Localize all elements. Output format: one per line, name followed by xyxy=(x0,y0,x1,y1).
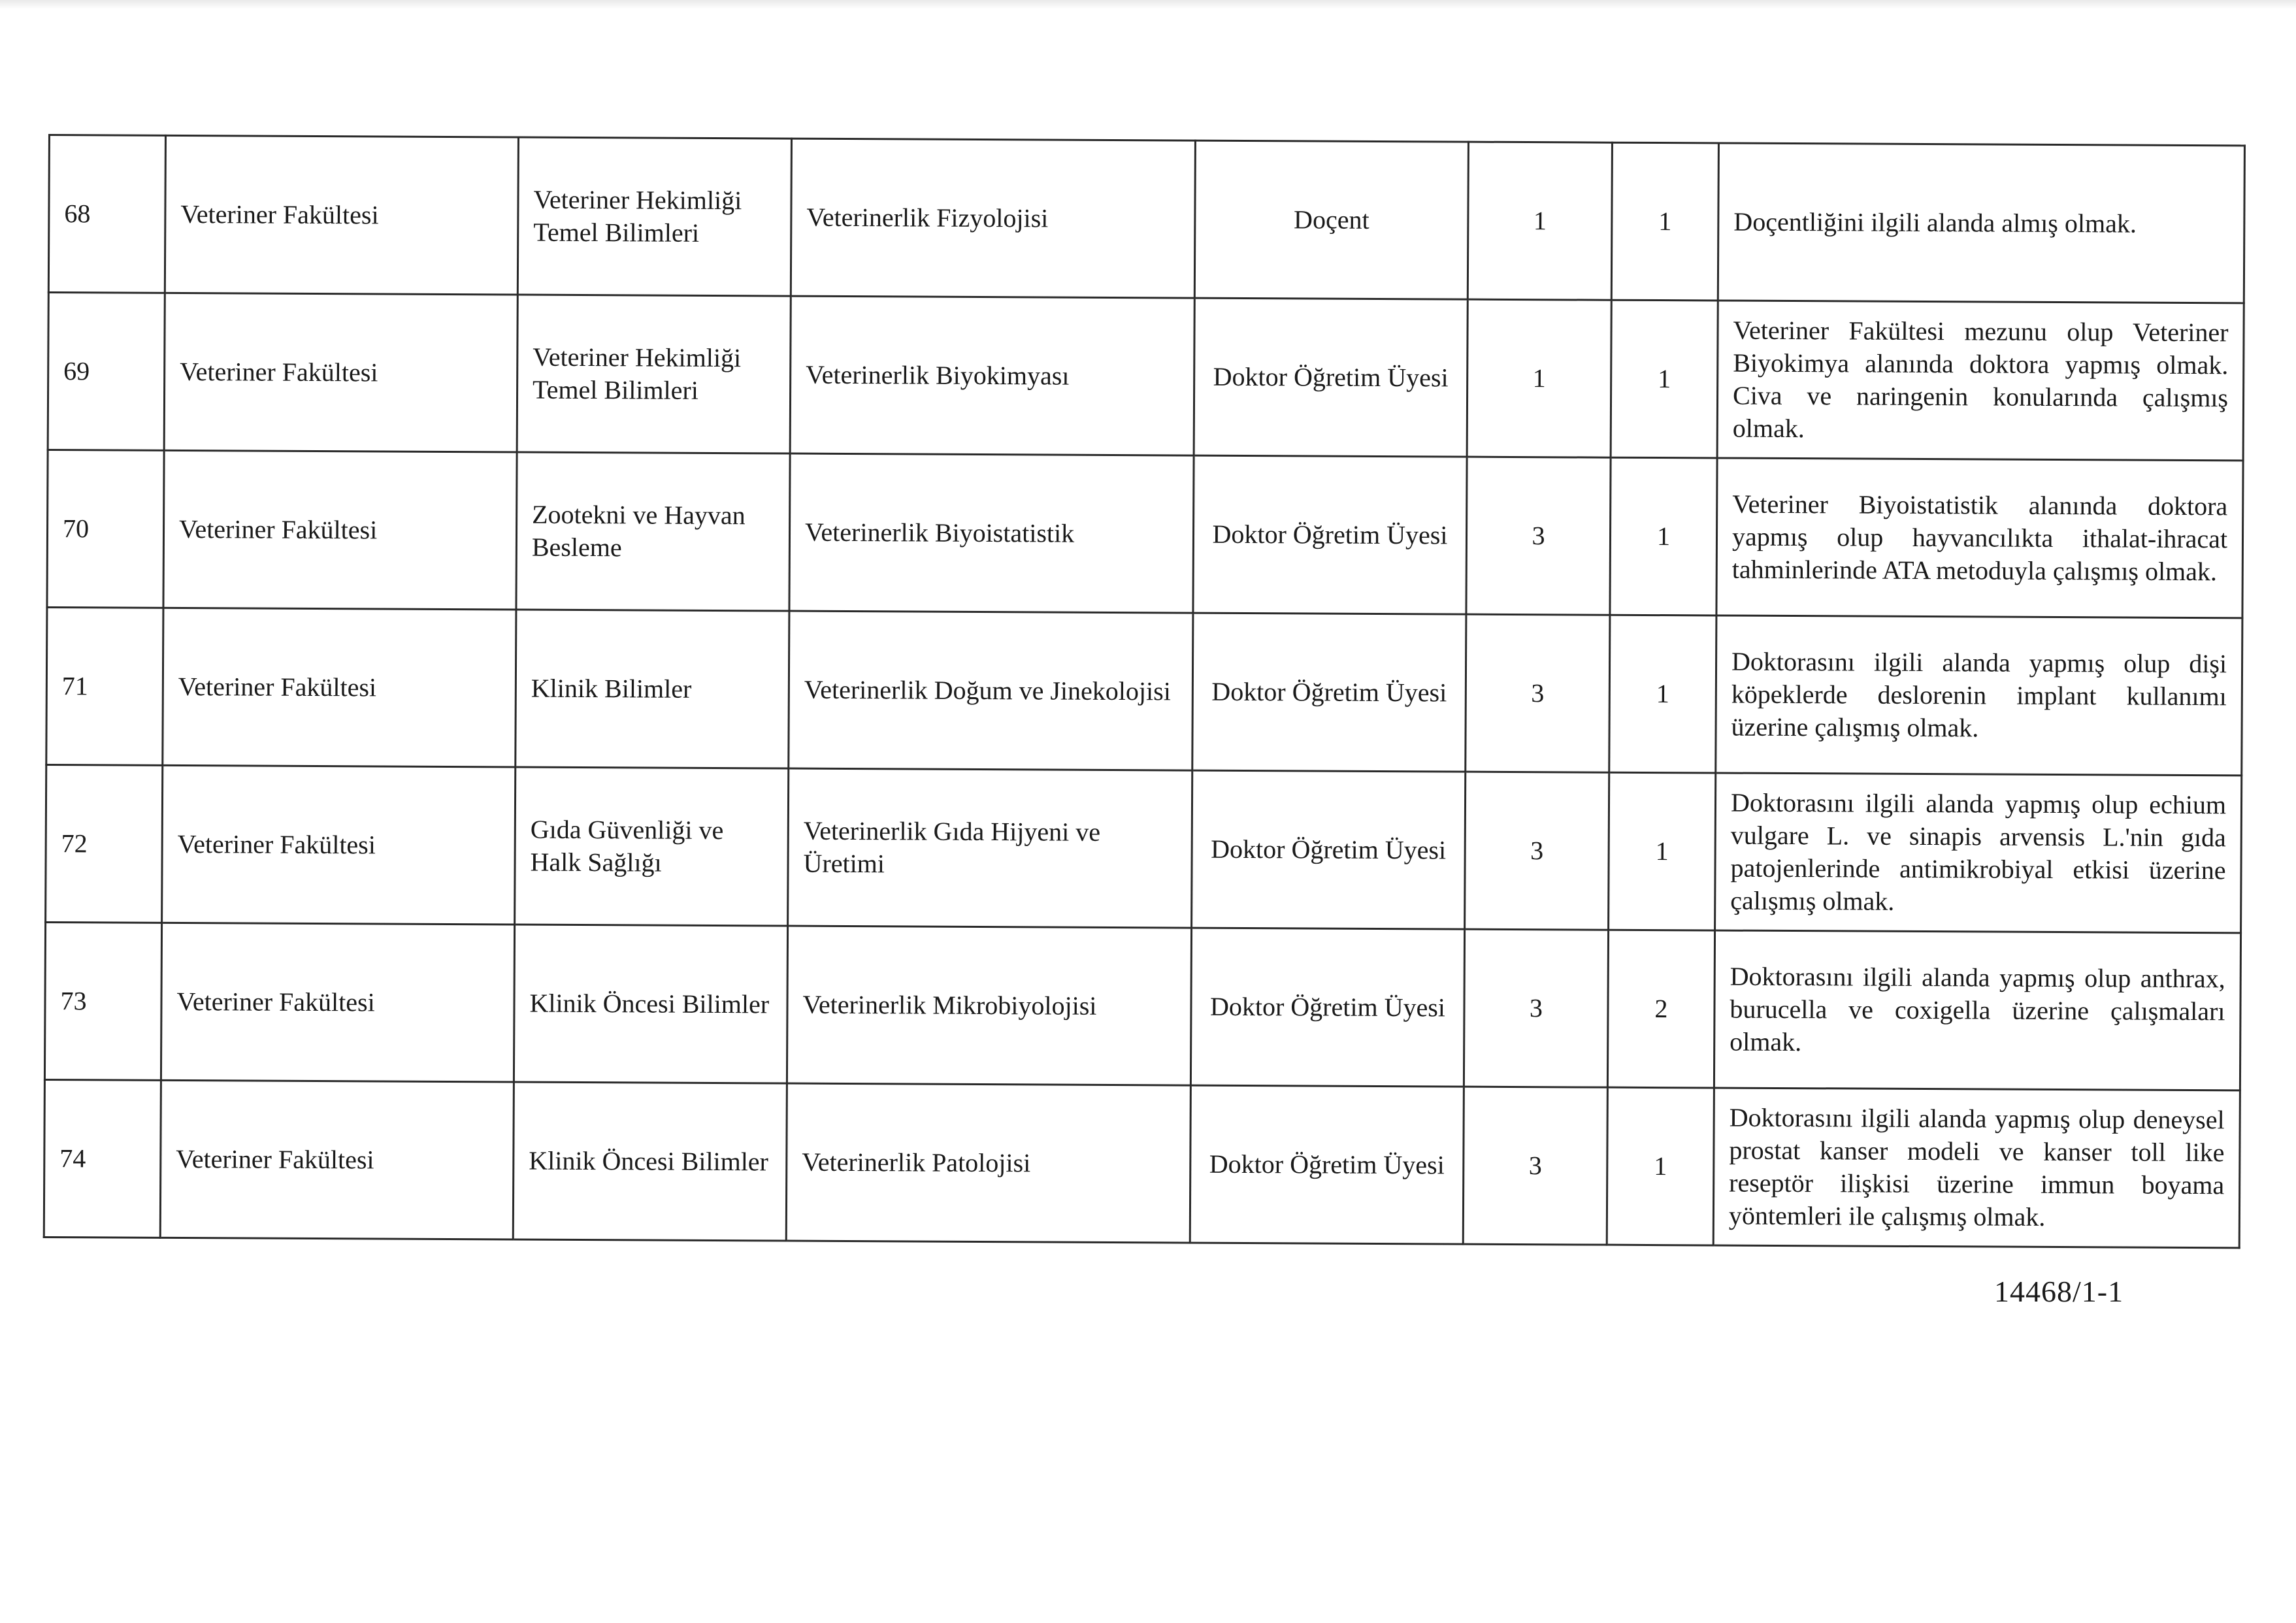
document-page xyxy=(43,134,2244,1249)
cell-row-number: 72 xyxy=(46,764,163,923)
cell-faculty: Veteriner Fakültesi xyxy=(163,450,517,610)
cell-discipline: Veterinerlik Biyoistatistik xyxy=(789,453,1194,613)
cell-faculty: Veteriner Fakültesi xyxy=(160,1080,514,1239)
cell-requirement: Doçentliğini ilgili alanda almış olmak. xyxy=(1718,143,2244,303)
cell-row-number: 69 xyxy=(48,293,165,451)
cell-discipline: Veterinerlik Biyokimyası xyxy=(790,296,1194,455)
cell-requirement: Doktorasını ilgili alanda yapmış olup anthrax, burucella ve coxigella üzerine çalışmaları olmak. xyxy=(1714,930,2240,1090)
cell-degree: 3 xyxy=(1465,772,1609,930)
cell-faculty: Veteriner Fakültesi xyxy=(162,765,516,925)
cell-row-number: 71 xyxy=(46,607,163,765)
cell-discipline: Veterinerlik Gıda Hijyeni ve Üretimi xyxy=(788,768,1192,928)
cell-degree: 3 xyxy=(1463,1087,1607,1245)
cell-department: Veteriner Hekimliği Temel Bilimleri xyxy=(517,137,791,296)
cell-department: Klinik Öncesi Bilimler xyxy=(513,1082,787,1241)
cell-academic-title: Doçent xyxy=(1194,140,1468,299)
staff-positions-table xyxy=(43,134,2246,1249)
table-row xyxy=(48,135,2244,303)
cell-degree: 1 xyxy=(1467,299,1611,457)
table-row xyxy=(48,293,2244,461)
cell-faculty: Veteriner Fakültesi xyxy=(163,608,516,767)
cell-academic-title: Doktor Öğretim Üyesi xyxy=(1192,770,1466,929)
cell-department: Klinik Öncesi Bilimler xyxy=(514,925,787,1083)
cell-requirement: Doktorasını ilgili alanda yapmış olup echium vulgare L. ve sinapis arvensis L.'nin gıda patojenlerinde antimikrobiyal etkisi üzerine çalışmış olmak. xyxy=(1715,773,2242,933)
cell-academic-title: Doktor Öğretim Üyesi xyxy=(1190,1085,1464,1244)
cell-count: 1 xyxy=(1609,615,1716,773)
cell-requirement: Veteriner Fakültesi mezunu olup Veteriner Biyokimya alanında doktora yapmış olmak. Civa ve naringenin konularında çalışmış olmak. xyxy=(1717,301,2244,461)
cell-row-number: 70 xyxy=(47,450,164,608)
cell-degree: 1 xyxy=(1468,142,1612,300)
cell-degree: 3 xyxy=(1466,614,1610,772)
cell-faculty: Veteriner Fakültesi xyxy=(164,293,517,452)
table-row xyxy=(46,764,2242,932)
cell-requirement: Doktorasını ilgili alanda yapmış olup deneysel prostat kanser modeli ve kanser toll like reseptör ilişkisi üzerine immun boyama yöntemleri ile çalışmış olmak. xyxy=(1713,1088,2240,1248)
cell-faculty: Veteriner Fakültesi xyxy=(165,135,518,295)
cell-academic-title: Doktor Öğretim Üyesi xyxy=(1194,298,1468,457)
cell-faculty: Veteriner Fakültesi xyxy=(161,923,514,1082)
table-row xyxy=(47,450,2243,618)
cell-discipline: Veterinerlik Fizyolojisi xyxy=(791,139,1195,298)
cell-discipline: Veterinerlik Mikrobiyolojisi xyxy=(787,926,1191,1085)
table-row xyxy=(44,1079,2240,1247)
document-reference-number: 14468/1-1 xyxy=(1994,1275,2124,1308)
cell-department: Klinik Bilimler xyxy=(516,610,789,768)
cell-degree: 3 xyxy=(1464,929,1608,1087)
cell-count: 1 xyxy=(1611,142,1718,301)
cell-count: 1 xyxy=(1607,1087,1714,1245)
cell-department: Gıda Güvenliği ve Halk Sağlığı xyxy=(515,767,789,926)
cell-requirement: Doktorasını ilgili alanda yapmış olup dişi köpeklerde deslorenin implant kullanımı üzerine çalışmış olmak. xyxy=(1716,615,2242,776)
table-body xyxy=(44,135,2244,1248)
cell-discipline: Veterinerlik Doğum ve Jinekolojisi xyxy=(789,611,1193,770)
table-row xyxy=(44,922,2240,1090)
table-row xyxy=(46,607,2242,775)
cell-count: 1 xyxy=(1611,300,1718,458)
cell-count: 2 xyxy=(1607,930,1714,1088)
cell-row-number: 74 xyxy=(44,1079,161,1238)
scan-edge xyxy=(0,0,2296,9)
cell-row-number: 73 xyxy=(44,922,161,1080)
cell-academic-title: Doktor Öğretim Üyesi xyxy=(1192,613,1466,772)
cell-degree: 3 xyxy=(1466,457,1611,615)
cell-academic-title: Doktor Öğretim Üyesi xyxy=(1190,928,1464,1087)
cell-discipline: Veterinerlik Patolojisi xyxy=(786,1083,1190,1243)
cell-requirement: Veteriner Biyoistatistik alanında doktora yapmış olup hayvancılıkta ithalat-ihracat tahminlerinde ATA metoduyla çalışmış olmak. xyxy=(1716,458,2243,618)
cell-department: Zootekni ve Hayvan Besleme xyxy=(516,452,790,611)
cell-count: 1 xyxy=(1610,457,1717,615)
cell-academic-title: Doktor Öğretim Üyesi xyxy=(1193,455,1467,614)
cell-count: 1 xyxy=(1609,772,1716,930)
cell-row-number: 68 xyxy=(48,135,165,293)
cell-department: Veteriner Hekimliği Temel Bilimleri xyxy=(517,295,791,453)
